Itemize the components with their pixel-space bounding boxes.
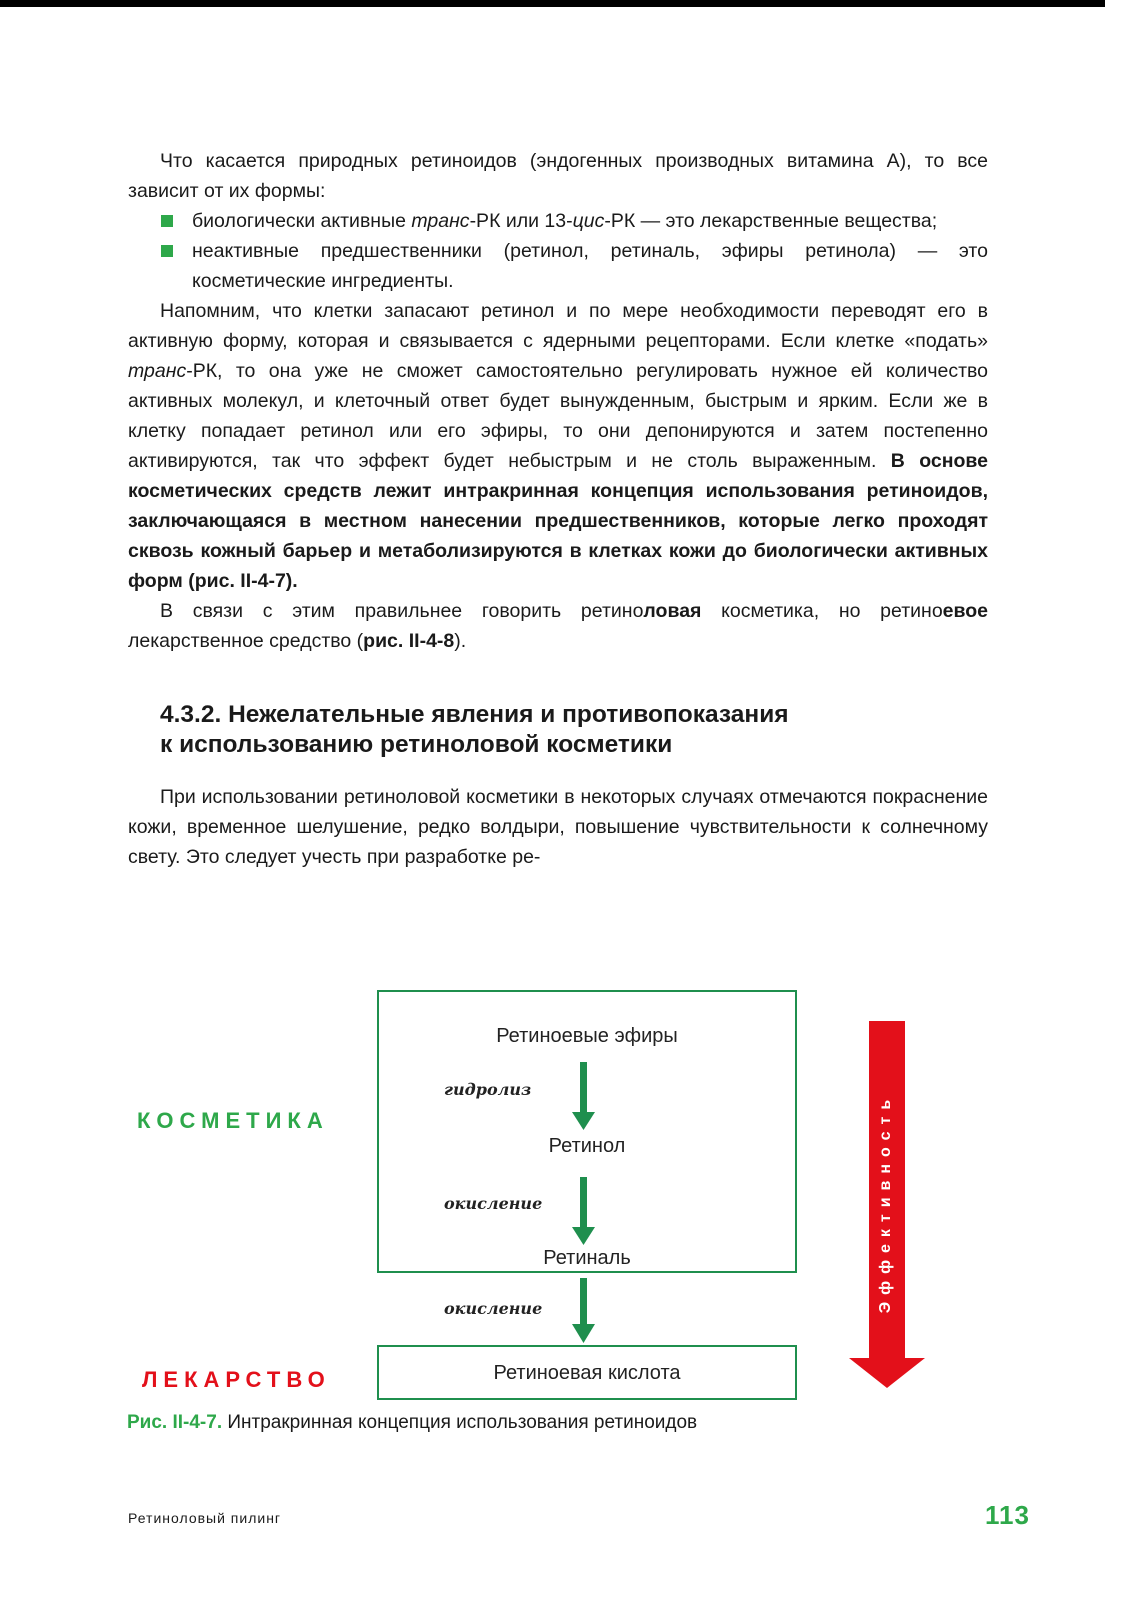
step-hydrolysis: гидролиз (444, 1080, 532, 1099)
label-drug: ЛЕКАРСТВО (142, 1367, 331, 1392)
paragraph-3-text-2: косметика, но ретино (701, 600, 943, 622)
label-cosmetics: КОСМЕТИКА (137, 1108, 329, 1133)
label-effectiveness: Эффективность (877, 1092, 894, 1314)
caption-text: Интракринная концепция использования ретиноидов (222, 1412, 698, 1433)
node-retinoic-acid: Ретиноевая кислота (493, 1362, 681, 1384)
bullet-2-text: неактивные предшественники (ретинол, ретиналь, эфиры ретинола) — это косметические ингредиенты. (192, 240, 988, 292)
arrow-1-head-icon (572, 1112, 595, 1130)
page-number: 113 (985, 1500, 1030, 1530)
section-heading-line-2: к использованию ретиноловой косметики (160, 731, 673, 758)
arrow-3-head-icon (572, 1324, 595, 1343)
node-retinyl-esters: Ретиноевые эфиры (496, 1025, 678, 1047)
paragraph-3-bold-1: ловая (643, 600, 702, 622)
figure-caption (127, 1412, 697, 1434)
bullet-1-text-end: -РК — это лекарственные вещества; (604, 210, 938, 232)
paragraph-3-text-3: лекарственное средство ( (128, 630, 364, 652)
figure-reference: рис. II-4-8 (363, 630, 455, 652)
step-oxidation-2: окисление (444, 1299, 543, 1318)
node-retinol: Ретинол (548, 1135, 626, 1157)
paragraph-1-text: Что касается природных ретиноидов (эндогенных производных витамина А), то все зависит от их формы: (128, 150, 988, 202)
bullet-1-text-mid: -РК или 13- (469, 210, 573, 232)
arrow-1-shaft (580, 1062, 587, 1114)
paragraph-3-text: В связи с этим правильнее говорить ретино (160, 600, 644, 622)
section-heading-line-1: 4.3.2. Нежелательные явления и противопоказания (160, 701, 789, 728)
paragraph-2-italic: транс (128, 360, 187, 382)
paragraph-3-text-4: ). (454, 630, 467, 652)
paragraph-2-bold: В основе косметических средств лежит интракринная концепция использования ретиноидов, заключающаяся в местном нанесении предшественников, которые легко проходят сквозь кожный барьер и метаболизируются в клетках кожи до биологически активных форм (рис. II-4-7). (128, 450, 989, 592)
paragraph-2-text: Напомним, что клетки запасают ретинол и по мере необходимости переводят его в активную форму, которая и связывается с ядерными рецепторами. Если клетке «подать» (128, 300, 988, 352)
caption-id: Рис. II-4-7. (127, 1412, 223, 1433)
bullet-1-italic-2: цис (572, 210, 605, 232)
arrow-2-shaft (580, 1177, 587, 1229)
bullet-1-text: биологически активные (192, 210, 412, 232)
running-title: Ретиноловый пилинг (128, 1510, 282, 1526)
arrow-3-shaft (580, 1278, 587, 1326)
arrow-2-head-icon (572, 1227, 595, 1245)
node-retinal: Ретиналь (543, 1247, 631, 1269)
paragraph-4-text: При использовании ретиноловой косметики в некоторых случаях отмечаются покраснение кожи, временное шелушение, редко волдыри, повышение чувствительности к солнечному свету. Это следует учесть при разработке ре- (128, 786, 988, 868)
bullet-1-italic-1: транс (411, 210, 470, 232)
paragraph-2-text-cont: -РК, то она уже не сможет самостоятельно регулировать нужное ей количество активных молекул, и клеточный ответ будет вынужденным, быстрым и ярким. Если же в клетку попадает ретинол или его эфиры, то они депонируются и затем постепенно активируются, так что эффект будет небыстрым и не столь выраженным. (128, 360, 988, 472)
step-oxidation-1: окисление (444, 1194, 543, 1213)
effectiveness-arrow-head-icon (849, 1358, 925, 1388)
paragraph-3-bold-2: евое (942, 600, 989, 622)
